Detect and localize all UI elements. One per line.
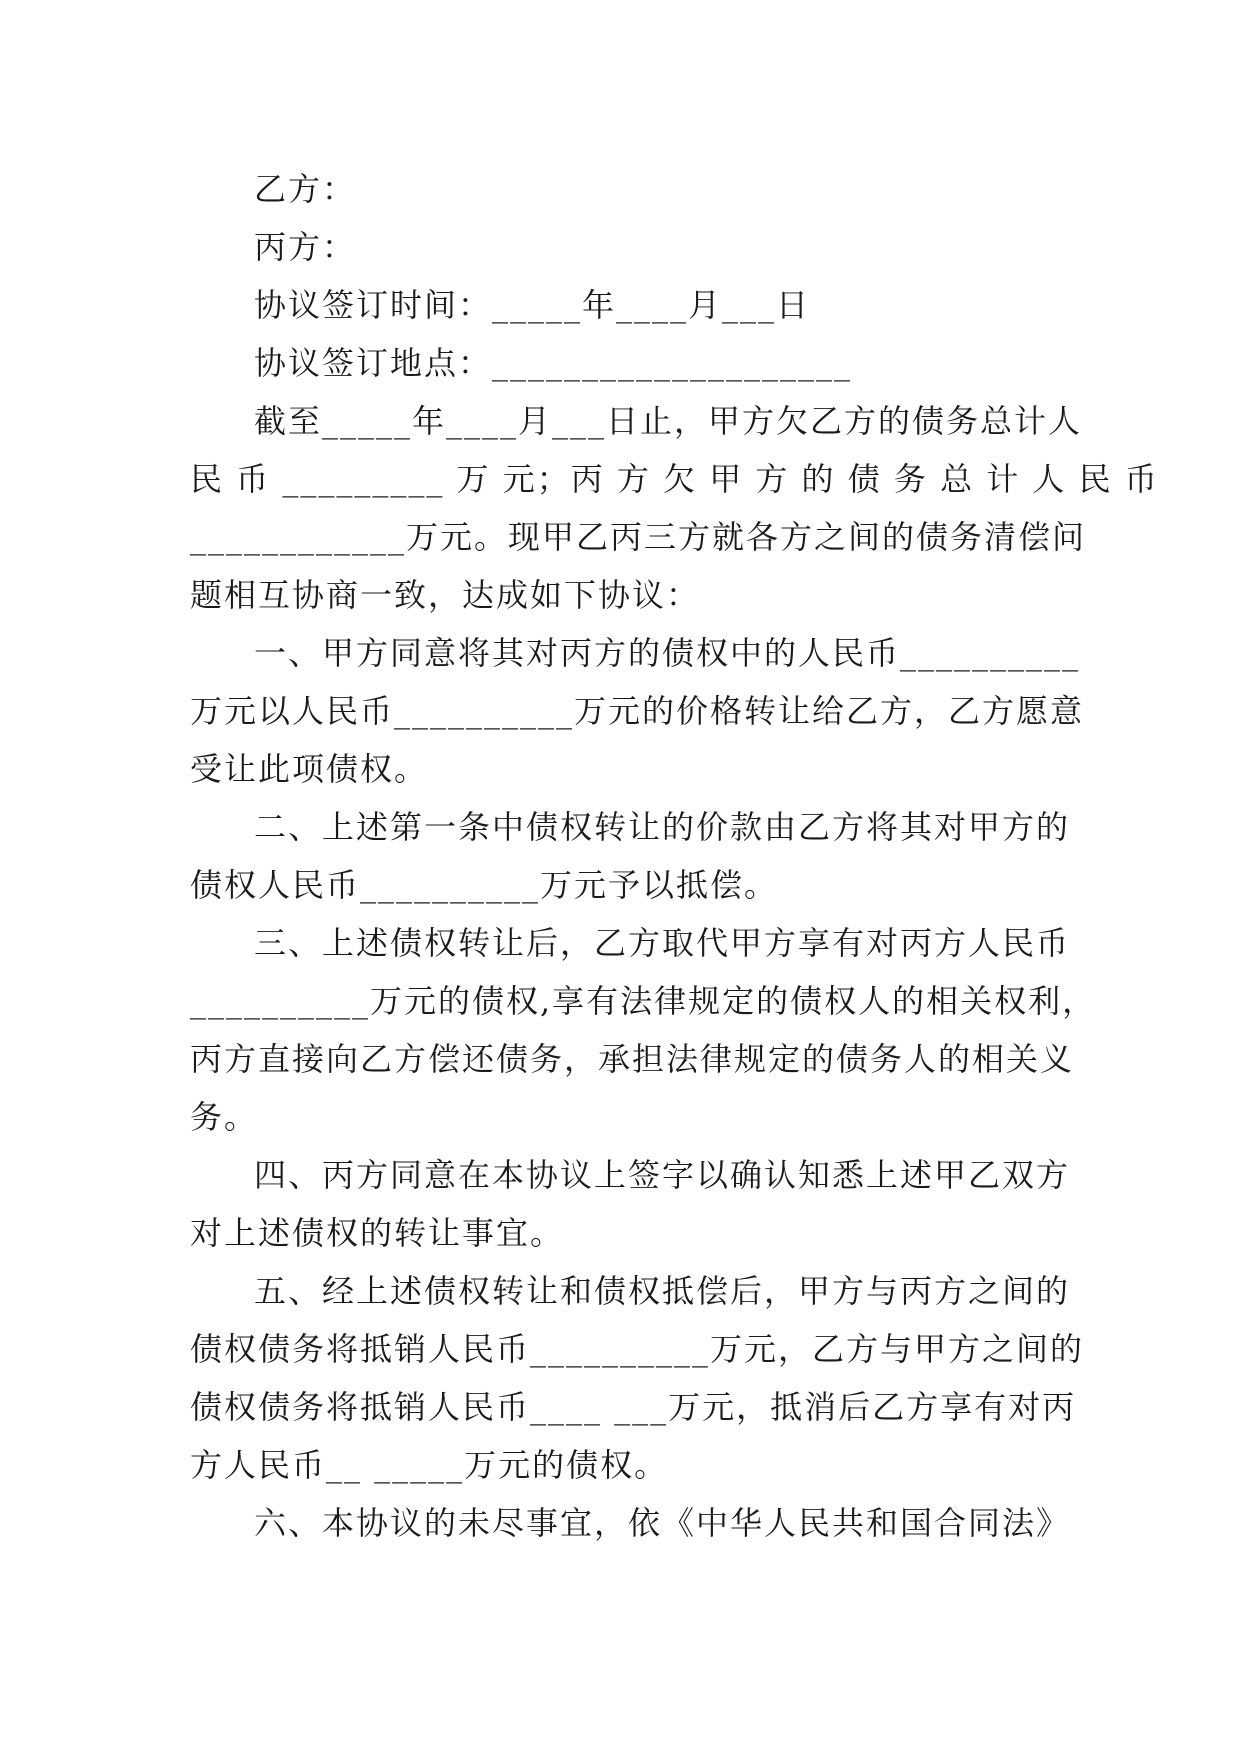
paragraph-line: 六、本协议的未尽事宜，依《中华人民共和国合同法》 — [254, 1504, 1071, 1542]
paragraph-line: 方人民币__ _____万元的债权。 — [190, 1446, 669, 1484]
paragraph-line: 三、上述债权转让后，乙方取代甲方享有对丙方人民币 — [254, 924, 1071, 962]
clause-2 — [190, 798, 1071, 914]
paragraph-preamble — [190, 392, 1159, 624]
paragraph-line: 二、上述第一条中债权转让的价款由乙方将其对甲方的 — [254, 808, 1071, 846]
paragraph-line: 债权人民币__________万元予以抵偿。 — [190, 866, 779, 904]
paragraph-line: 题相互协商一致，达成如下协议： — [190, 576, 701, 614]
clause-5 — [190, 1262, 1085, 1494]
paragraph-line: 民 币 _________ 万 元；丙 方 欠 甲 方 的 债 务 总 计 人 民 币 — [190, 460, 1159, 498]
clause-4 — [190, 1146, 1071, 1262]
party-b-line: 乙方： — [254, 170, 357, 208]
clause-1 — [190, 624, 1085, 798]
paragraph-line: 对上述债权的转让事宜。 — [190, 1214, 565, 1252]
paragraph-line: 截至_____年____月___日止，甲方欠乙方的债务总计人 — [254, 402, 1083, 440]
paragraph-line: 万元以人民币__________万元的价格转让给乙方，乙方愿意 — [190, 692, 1085, 730]
signing-date-line: 协议签订时间：_____年____月___日 — [254, 286, 811, 324]
paragraph-line: 一、甲方同意将其对丙方的债权中的人民币__________ — [254, 634, 1081, 672]
paragraph-line: 债权债务将抵销人民币____ ___万元，抵消后乙方享有对丙 — [190, 1388, 1077, 1426]
paragraph-line: 丙方直接向乙方偿还债务，承担法律规定的债务人的相关义 — [190, 1040, 1075, 1078]
paragraph-line: ____________万元。现甲乙丙三方就各方之间的债务清偿问 — [190, 518, 1087, 556]
party-c-line: 丙方： — [254, 228, 357, 266]
paragraph-line: 务。 — [190, 1098, 259, 1136]
clause-3 — [190, 914, 1097, 1146]
paragraph-line: 四、丙方同意在本协议上签字以确认知悉上述甲乙双方 — [254, 1156, 1071, 1194]
paragraph-line: __________万元的债权,享有法律规定的债权人的相关权利， — [190, 982, 1097, 1020]
document-body — [190, 160, 1159, 1552]
clause-6 — [190, 1494, 1071, 1552]
paragraph-line: 五、经上述债权转让和债权抵偿后，甲方与丙方之间的 — [254, 1272, 1071, 1310]
signing-place-line: 协议签订地点：____________________ — [254, 344, 853, 382]
paragraph-line: 受让此项债权。 — [190, 750, 429, 788]
paragraph-line: 债权债务将抵销人民币__________万元，乙方与甲方之间的 — [190, 1330, 1085, 1368]
